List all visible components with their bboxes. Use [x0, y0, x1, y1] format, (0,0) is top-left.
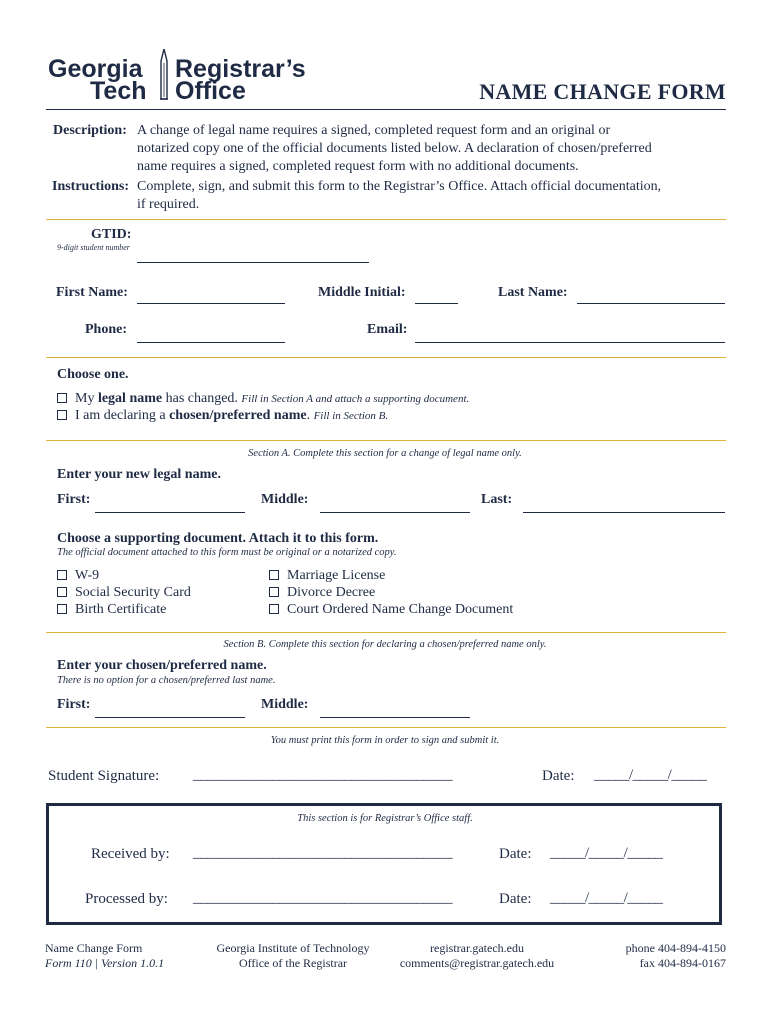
georgia-tech-logo [48, 57, 328, 105]
chosen-name-checkbox[interactable] [57, 410, 67, 420]
logo-georgia: Georgia [48, 55, 143, 83]
description-label: Description: [53, 123, 127, 138]
footer-phone: phone 404-894-4150 [625, 941, 726, 955]
doc-label: Marriage License [287, 568, 386, 583]
last-name-label: Last Name: [498, 285, 568, 300]
instructions-text [137, 178, 661, 214]
chosen-first-input[interactable] [95, 717, 245, 718]
doc-option[interactable] [57, 567, 191, 584]
opt2-text: I am declaring a [75, 408, 170, 423]
email-input[interactable] [415, 342, 725, 343]
chosen-middle-label: Middle: [261, 697, 309, 712]
footer-contact-phone [626, 941, 726, 971]
phone-label: Phone: [85, 322, 127, 337]
doc-checkbox[interactable] [57, 570, 67, 580]
print-note: You must print this form in order to sign and submit it. [270, 735, 500, 746]
document-list-right [269, 567, 513, 618]
section-b-subnote: There is no option for a chosen/preferred last name. [57, 675, 276, 686]
opt2-note: Fill in Section B. [313, 410, 389, 422]
received-date-label: Date: [499, 846, 532, 862]
doc-label: W-9 [75, 568, 100, 583]
doc-checkbox[interactable] [57, 587, 67, 597]
staff-note: This section is for Registrar’s Office staff. [297, 813, 473, 824]
legal-name-checkbox[interactable] [57, 393, 67, 403]
opt1-text: My [75, 391, 98, 406]
description-text [137, 122, 652, 176]
signature-line[interactable]: ____________________________________ [193, 767, 453, 783]
signature-date-input[interactable]: _____/_____/_____ [594, 767, 707, 783]
legal-last-label: Last: [481, 492, 513, 507]
phone-input[interactable] [137, 342, 285, 343]
doc-label: Social Security Card [75, 585, 191, 600]
legal-first-label: First: [57, 492, 91, 507]
section-b-note: Section B. Complete this section for declaring a chosen/preferred name only. [223, 639, 547, 650]
doc-checkbox[interactable] [57, 604, 67, 614]
option-legal-name[interactable] [57, 391, 469, 407]
processed-by-line[interactable]: ____________________________________ [193, 890, 453, 906]
signature-date-label: Date: [542, 768, 575, 784]
received-date-input[interactable]: _____/_____/_____ [550, 845, 663, 861]
option-chosen-name[interactable] [57, 408, 388, 424]
received-by-label: Received by: [91, 846, 170, 862]
document-list-left [57, 567, 191, 618]
description-line: A change of legal name requires a signed, completed request form and an original or [137, 123, 611, 138]
description-line: notarized copy one of the official documents listed below. A declaration of chosen/preferred [137, 141, 652, 156]
processed-date-input[interactable]: _____/_____/_____ [550, 890, 663, 906]
opt2-bold: chosen/preferred name [169, 408, 307, 423]
received-by-line[interactable]: ____________________________________ [193, 845, 453, 861]
opt1-bold: legal name [97, 391, 163, 406]
logo-office: Office [175, 77, 246, 105]
first-name-input[interactable] [137, 303, 285, 304]
doc-option[interactable] [57, 601, 191, 618]
gtid-input[interactable] [137, 262, 369, 263]
footer-form-info [45, 941, 164, 971]
opt2-text-post: . [306, 408, 311, 423]
doc-label: Birth Certificate [75, 602, 167, 617]
divider [46, 440, 726, 441]
legal-last-input[interactable] [523, 512, 725, 513]
footer-institution [200, 941, 386, 971]
processed-by-label: Processed by: [85, 891, 168, 907]
email-label: Email: [367, 322, 408, 337]
doc-option[interactable] [57, 584, 191, 601]
footer-web-link[interactable]: registrar.gatech.edu [430, 941, 524, 955]
footer-form-version: Form 110 | Version 1.0.1 [45, 956, 165, 970]
section-b-heading: Enter your chosen/preferred name. [57, 658, 267, 673]
instructions-line: if required. [137, 197, 200, 212]
footer-email-link[interactable]: comments@registrar.gatech.edu [399, 956, 555, 970]
divider [46, 219, 726, 220]
first-name-label: First Name: [56, 285, 128, 300]
doc-checkbox[interactable] [269, 604, 279, 614]
title-rule [46, 109, 726, 110]
choose-heading: Choose one. [57, 367, 129, 382]
divider [46, 727, 726, 728]
doc-option[interactable] [269, 567, 513, 584]
footer-form-name: Name Change Form [45, 941, 143, 955]
chosen-first-label: First: [57, 697, 91, 712]
logo-registrars: Registrar’s [175, 55, 306, 83]
footer-contact-web [387, 941, 567, 971]
document-note: The official document attached to this form must be original or a notarized copy. [57, 547, 397, 558]
section-a-note: Section A. Complete this section for a change of legal name only. [248, 448, 522, 459]
logo-tech: Tech [90, 77, 147, 105]
opt1-note: Fill in Section A and attach a supporting document. [241, 393, 470, 405]
footer-fax: fax 404-894-0167 [639, 956, 726, 970]
chosen-middle-input[interactable] [320, 717, 470, 718]
legal-middle-input[interactable] [320, 512, 470, 513]
last-name-input[interactable] [577, 303, 725, 304]
gtid-label: GTID: [91, 227, 132, 242]
divider [46, 357, 726, 358]
section-a-heading: Enter your new legal name. [57, 467, 221, 482]
divider [46, 632, 726, 633]
instructions-line: Complete, sign, and submit this form to the Registrar’s Office. Attach official documentation, [137, 179, 662, 194]
gtid-hint: 9-digit student number [57, 243, 130, 252]
footer-inst-name: Georgia Institute of Technology [216, 941, 370, 955]
doc-option[interactable] [269, 584, 513, 601]
doc-option[interactable] [269, 601, 513, 618]
doc-label: Court Ordered Name Change Document [287, 602, 514, 617]
middle-initial-input[interactable] [415, 303, 458, 304]
description-line: name requires a signed, completed request form with no additional documents. [137, 159, 579, 174]
doc-checkbox[interactable] [269, 570, 279, 580]
tower-icon [156, 49, 172, 105]
doc-checkbox[interactable] [269, 587, 279, 597]
instructions-label: Instructions: [52, 179, 130, 194]
processed-date-label: Date: [499, 891, 532, 907]
opt1-text-post: has changed. [162, 391, 238, 406]
document-heading: Choose a supporting document. Attach it to this form. [57, 531, 379, 546]
signature-label: Student Signature: [48, 768, 160, 784]
form-title: NAME CHANGE FORM [479, 79, 726, 104]
middle-initial-label: Middle Initial: [318, 285, 406, 300]
legal-middle-label: Middle: [261, 492, 309, 507]
footer-office: Office of the Registrar [238, 956, 348, 970]
doc-label: Divorce Decree [287, 585, 376, 600]
legal-first-input[interactable] [95, 512, 245, 513]
